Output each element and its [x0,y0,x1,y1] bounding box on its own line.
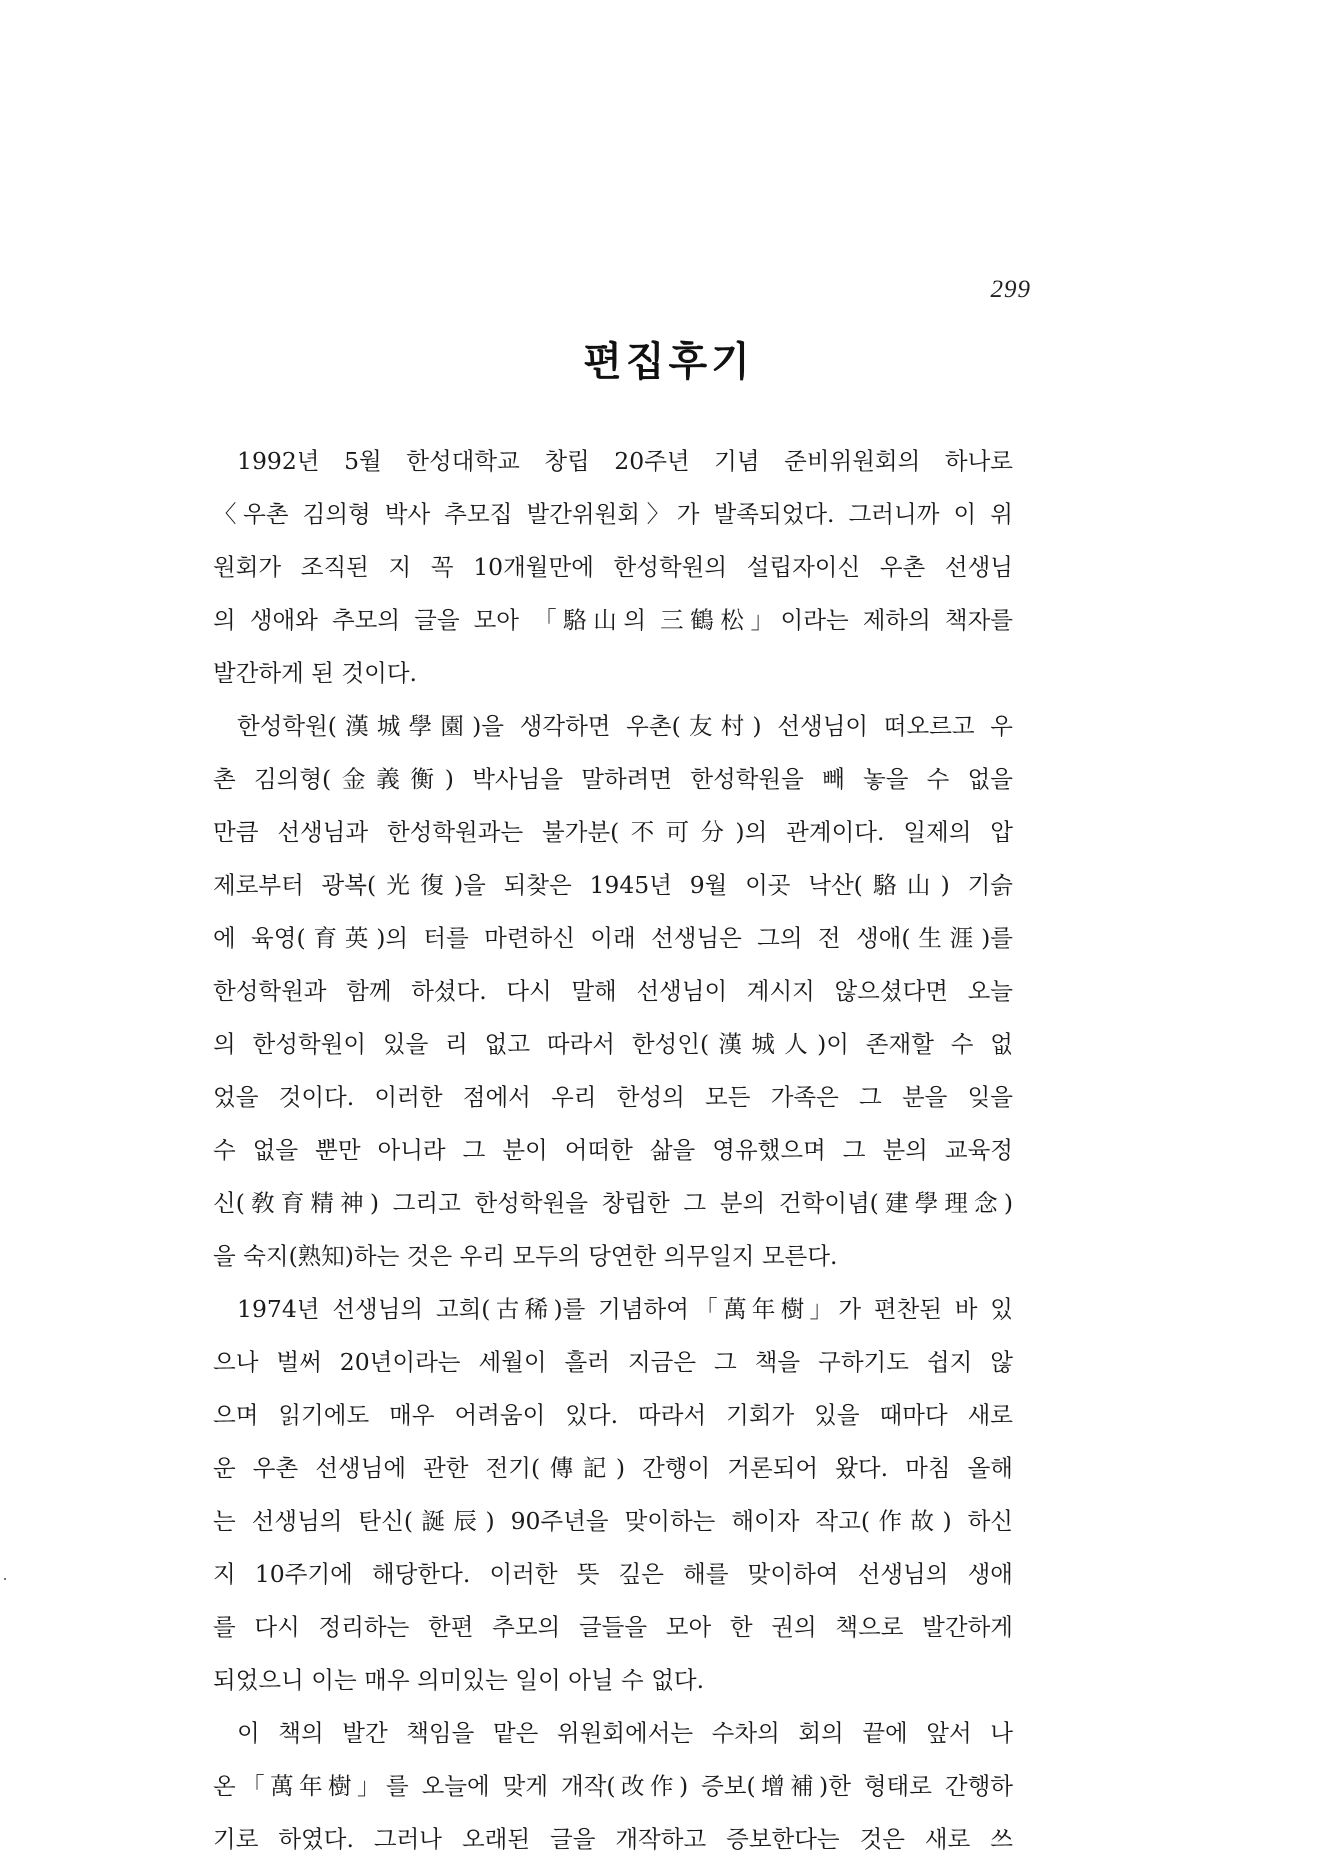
text-line: 〈우촌 김의형 박사 추모집 발간위원회〉가 발족되었다. 그러니까 이 위 [213,500,1013,528]
text-line: 의 한성학원이 있을 리 없고 따라서 한성인(漢城人)이 존재할 수 없 [213,1030,1013,1058]
text-line: 한성학원(漢城學園)을 생각하면 우촌(友村) 선생님이 떠오르고 우 [237,712,1013,740]
text-line: 1974년 선생님의 고희(古稀)를 기념하여「萬年樹」가 편찬된 바 있 [237,1295,1013,1323]
text-line: 되었으니 이는 매우 의미있는 일이 아닐 수 없다. [213,1666,705,1694]
text-line: 를 다시 정리하는 한편 추모의 글들을 모아 한 권의 책으로 발간하게 [213,1613,1013,1641]
text-line: 는 선생님의 탄신(誕辰) 90주년을 맞이하는 해이자 작고(作故) 하신 [213,1507,1013,1535]
text-line: 의 생애와 추모의 글을 모아 「駱山의 三鶴松」이라는 제하의 책자를 [213,606,1013,634]
text-line: 원회가 조직된 지 꼭 10개월만에 한성학원의 설립자이신 우촌 선생님 [213,553,1013,581]
text-line: 기로 하였다. 그러나 오래된 글을 개작하고 증보한다는 것은 새로 쓰 [213,1825,1013,1853]
text-line: 1992년 5월 한성대학교 창립 20주년 기념 준비위원회의 하나로 [237,447,1013,475]
text-line: 제로부터 광복(光復)을 되찾은 1945년 9월 이곳 낙산(駱山) 기슭 [213,871,1013,899]
text-line: 발간하게 된 것이다. [213,659,418,687]
page-number: 299 [990,276,1031,303]
text-line: 신(敎育精神) 그리고 한성학원을 창립한 그 분의 건학이념(建學理念) [213,1189,1013,1217]
text-line: 이 책의 발간 책임을 맡은 위원회에서는 수차의 회의 끝에 앞서 나 [237,1719,1013,1747]
text-line: 한성학원과 함께 하셨다. 다시 말해 선생님이 계시지 않으셨다면 오늘 [213,977,1013,1005]
text-line: 수 없을 뿐만 아니라 그 분이 어떠한 삶을 영유했으며 그 분의 교육정 [213,1136,1013,1164]
text-line: 었을 것이다. 이러한 점에서 우리 한성의 모든 가족은 그 분을 잊을 [213,1083,1013,1111]
body-text [213,435,1013,1866]
text-line: 지 10주기에 해당한다. 이러한 뜻 깊은 해를 맞이하여 선생님의 생애 [213,1560,1013,1588]
text-line: 만큼 선생님과 한성학원과는 불가분(不可分)의 관계이다. 일제의 압 [213,818,1013,846]
text-line: 촌 김의형(金義衡) 박사님을 말하려면 한성학원을 빼 놓을 수 없을 [213,765,1013,793]
text-line: 으며 읽기에도 매우 어려움이 있다. 따라서 기회가 있을 때마다 새로 [213,1401,1013,1429]
text-line: 운 우촌 선생님에 관한 전기(傳記) 간행이 거론되어 왔다. 마침 올해 [213,1454,1013,1482]
scan-speck [4,1578,6,1580]
text-line: 을 숙지(熟知)하는 것은 우리 모두의 당연한 의무일지 모른다. [213,1242,838,1270]
text-line: 으나 벌써 20년이라는 세월이 흘러 지금은 그 책을 구하기도 쉽지 않 [213,1348,1013,1376]
text-line: 온「萬年樹」를 오늘에 맞게 개작(改作) 증보(增補)한 형태로 간행하 [213,1772,1013,1800]
text-line: 에 육영(育英)의 터를 마련하신 이래 선생님은 그의 전 생애(生涯)를 [213,924,1013,952]
page-title: 편집후기 [583,338,754,385]
